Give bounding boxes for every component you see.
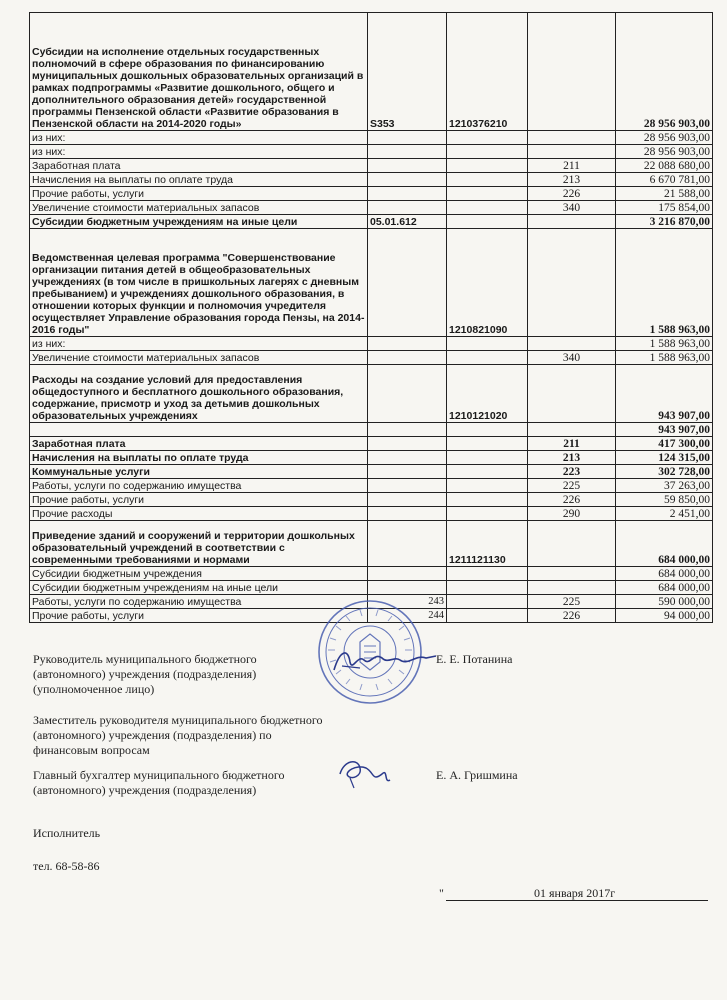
- table-row: [30, 187, 713, 201]
- row-target-article: [447, 479, 528, 493]
- row-name: Заработная плата: [30, 159, 368, 173]
- row-amount: 590 000,00: [616, 595, 713, 609]
- row-target-article: [447, 493, 528, 507]
- row-kosgu: 226: [528, 493, 616, 507]
- chief-accountant-name: Е. А. Гришмина: [436, 768, 518, 782]
- chief-acc-title-line2: (автономного) учреждения (подразделения): [33, 783, 257, 797]
- row-name: из них:: [30, 337, 368, 351]
- row-kosgu: 211: [528, 437, 616, 451]
- table-row: [30, 365, 713, 423]
- row-amount: 684 000,00: [616, 521, 713, 567]
- row-code: [368, 337, 447, 351]
- row-name: Субсидии на исполнение отдельных государственных полномочий в сфере образования по финансированию муниципальных дошкольных образовательных организаций в рамках подпрограммы «Развитие дошкольного, общего и дополнительного образования детей» государственной программы Пензенской области «Развитие образования в Пензенской области на 2014-2020 годы»: [30, 13, 368, 131]
- row-name: Работы, услуги по содержанию имущества: [30, 595, 368, 609]
- row-code: [368, 465, 447, 479]
- row-code: [368, 493, 447, 507]
- row-code: [368, 159, 447, 173]
- row-code: [368, 567, 447, 581]
- row-code: [368, 173, 447, 187]
- row-code: [368, 145, 447, 159]
- row-code: [368, 131, 447, 145]
- row-name: из них:: [30, 145, 368, 159]
- row-target-article: 1210376210: [447, 13, 528, 131]
- row-target-article: [447, 159, 528, 173]
- row-amount: 28 956 903,00: [616, 131, 713, 145]
- row-kosgu: [528, 581, 616, 595]
- head-title-line1: Руководитель муниципального бюджетного: [33, 652, 257, 666]
- head-signature-block: [33, 652, 257, 697]
- row-code: 05.01.612: [368, 215, 447, 229]
- row-target-article: [447, 187, 528, 201]
- row-name: Работы, услуги по содержанию имущества: [30, 479, 368, 493]
- row-amount: 1 588 963,00: [616, 351, 713, 365]
- row-amount: 28 956 903,00: [616, 13, 713, 131]
- date-underline: [446, 900, 708, 901]
- row-target-article: 1210121020: [447, 365, 528, 423]
- table-row: [30, 567, 713, 581]
- row-target-article: [447, 351, 528, 365]
- row-kosgu: 226: [528, 187, 616, 201]
- row-amount: 1 588 963,00: [616, 229, 713, 337]
- row-kosgu: [528, 131, 616, 145]
- table-row: [30, 159, 713, 173]
- row-name: Прочие расходы: [30, 507, 368, 521]
- row-amount: 302 728,00: [616, 465, 713, 479]
- row-kosgu: 223: [528, 465, 616, 479]
- table-row: [30, 215, 713, 229]
- row-code: [368, 365, 447, 423]
- head-handwritten-signature: [330, 640, 440, 680]
- row-code: [368, 521, 447, 567]
- row-target-article: [447, 423, 528, 437]
- row-name: Увеличение стоимости материальных запасов: [30, 201, 368, 215]
- table-row: [30, 145, 713, 159]
- row-kosgu: 226: [528, 609, 616, 623]
- row-name: Субсидии бюджетным учреждениям на иные цели: [30, 581, 368, 595]
- row-name: Субсидии бюджетным учреждения: [30, 567, 368, 581]
- row-kosgu: [528, 229, 616, 337]
- row-kosgu: [528, 13, 616, 131]
- row-kosgu: [528, 365, 616, 423]
- row-amount: 684 000,00: [616, 567, 713, 581]
- table-row: [30, 173, 713, 187]
- head-name: Е. Е. Потанина: [436, 652, 513, 666]
- row-code: [368, 507, 447, 521]
- deputy-title-line3: финансовым вопросам: [33, 743, 150, 757]
- row-amount: 94 000,00: [616, 609, 713, 623]
- row-amount: 2 451,00: [616, 507, 713, 521]
- chief-accountant-block: [33, 768, 284, 798]
- row-kosgu: 225: [528, 595, 616, 609]
- row-name: Прочие работы, услуги: [30, 187, 368, 201]
- row-amount: 59 850,00: [616, 493, 713, 507]
- table-row: [30, 581, 713, 595]
- table-row: [30, 507, 713, 521]
- row-amount: 684 000,00: [616, 581, 713, 595]
- row-kosgu: 340: [528, 201, 616, 215]
- table-row: [30, 437, 713, 451]
- head-title-line3: (уполномоченное лицо): [33, 682, 155, 696]
- row-target-article: [447, 581, 528, 595]
- row-kosgu: [528, 521, 616, 567]
- row-name: Прочие работы, услуги: [30, 609, 368, 623]
- row-code: [368, 479, 447, 493]
- table-row: [30, 479, 713, 493]
- row-name: Субсидии бюджетным учреждениям на иные цели: [30, 215, 368, 229]
- row-target-article: [447, 437, 528, 451]
- row-code: [368, 351, 447, 365]
- row-target-article: [447, 215, 528, 229]
- row-name: [30, 423, 368, 437]
- row-kosgu: 211: [528, 159, 616, 173]
- row-code: [368, 187, 447, 201]
- row-code: 244: [368, 609, 447, 623]
- row-target-article: [447, 201, 528, 215]
- row-kosgu: [528, 215, 616, 229]
- deputy-title-line1: Заместитель руководителя муниципального бюджетного: [33, 713, 323, 727]
- row-kosgu: 225: [528, 479, 616, 493]
- row-kosgu: 213: [528, 451, 616, 465]
- row-target-article: [447, 507, 528, 521]
- row-kosgu: 213: [528, 173, 616, 187]
- row-code: [368, 437, 447, 451]
- row-name: Приведение зданий и сооружений и территории дошкольных образовательный учреждений в соответствии с современными требованиями и нормами: [30, 521, 368, 567]
- row-target-article: 1211121130: [447, 521, 528, 567]
- row-target-article: [447, 567, 528, 581]
- row-name: Начисления на выплаты по оплате труда: [30, 451, 368, 465]
- row-kosgu: 340: [528, 351, 616, 365]
- row-code: [368, 451, 447, 465]
- row-name: Начисления на выплаты по оплате труда: [30, 173, 368, 187]
- row-name: Ведомственная целевая программа "Совершенствование организации питания детей в общеобразовательных учреждениях (в том числе в пришкольных лагерях с дневным пребыванием) и учреждениях дошкольного образования, в отношении которых функции и полномочия учредителя осуществляет Управление образования города Пензы, на 2014-2016 годы": [30, 229, 368, 337]
- chief-acc-title-line1: Главный бухгалтер муниципального бюджетного: [33, 768, 285, 782]
- row-target-article: [447, 595, 528, 609]
- row-kosgu: [528, 145, 616, 159]
- date-quote-mark: ": [439, 886, 444, 900]
- row-code: 243: [368, 595, 447, 609]
- row-amount: 21 588,00: [616, 187, 713, 201]
- row-amount: 417 300,00: [616, 437, 713, 451]
- row-name: Увеличение стоимости материальных запасов: [30, 351, 368, 365]
- table-row: [30, 201, 713, 215]
- deputy-title-line2: (автономного) учреждения (подразделения) по: [33, 728, 272, 742]
- row-kosgu: [528, 567, 616, 581]
- table-row: [30, 131, 713, 145]
- row-target-article: [447, 173, 528, 187]
- row-amount: 943 907,00: [616, 365, 713, 423]
- row-code: [368, 581, 447, 595]
- row-code: [368, 201, 447, 215]
- row-target-article: [447, 337, 528, 351]
- row-name: Прочие работы, услуги: [30, 493, 368, 507]
- row-amount: 6 670 781,00: [616, 173, 713, 187]
- budget-table: [29, 12, 713, 623]
- signing-date: 01 января 2017г: [534, 886, 616, 900]
- row-amount: 1 588 963,00: [616, 337, 713, 351]
- table-row: [30, 451, 713, 465]
- row-amount: 3 216 870,00: [616, 215, 713, 229]
- row-amount: 28 956 903,00: [616, 145, 713, 159]
- table-row: [30, 465, 713, 479]
- head-title-line2: (автономного) учреждения (подразделения): [33, 667, 257, 681]
- table-row: [30, 493, 713, 507]
- chief-accountant-handwritten-signature: [334, 754, 394, 790]
- row-target-article: [447, 609, 528, 623]
- row-name: Заработная плата: [30, 437, 368, 451]
- table-row: [30, 13, 713, 131]
- row-target-article: 1210821090: [447, 229, 528, 337]
- table-row: [30, 351, 713, 365]
- deputy-signature-block: [33, 713, 322, 758]
- row-name: Коммунальные услуги: [30, 465, 368, 479]
- row-kosgu: [528, 423, 616, 437]
- row-name: из них:: [30, 131, 368, 145]
- row-amount: 124 315,00: [616, 451, 713, 465]
- row-amount: 37 263,00: [616, 479, 713, 493]
- row-code: [368, 423, 447, 437]
- phone-number: тел. 68-58-86: [33, 859, 100, 873]
- row-amount: 22 088 680,00: [616, 159, 713, 173]
- row-code: [368, 229, 447, 337]
- row-name: Расходы на создание условий для предоставления общедоступного и бесплатного дошкольного образования, содержание, присмотр и уход за детьмив дошкольных образовательных учреждениях: [30, 365, 368, 423]
- table-row: [30, 423, 713, 437]
- row-target-article: [447, 465, 528, 479]
- row-amount: 175 854,00: [616, 201, 713, 215]
- row-kosgu: 290: [528, 507, 616, 521]
- executor-label: Исполнитель: [33, 826, 101, 840]
- row-code: S353: [368, 13, 447, 131]
- row-target-article: [447, 145, 528, 159]
- row-target-article: [447, 451, 528, 465]
- table-row: [30, 521, 713, 567]
- row-kosgu: [528, 337, 616, 351]
- table-row: [30, 229, 713, 337]
- table-row: [30, 337, 713, 351]
- row-amount: 943 907,00: [616, 423, 713, 437]
- row-target-article: [447, 131, 528, 145]
